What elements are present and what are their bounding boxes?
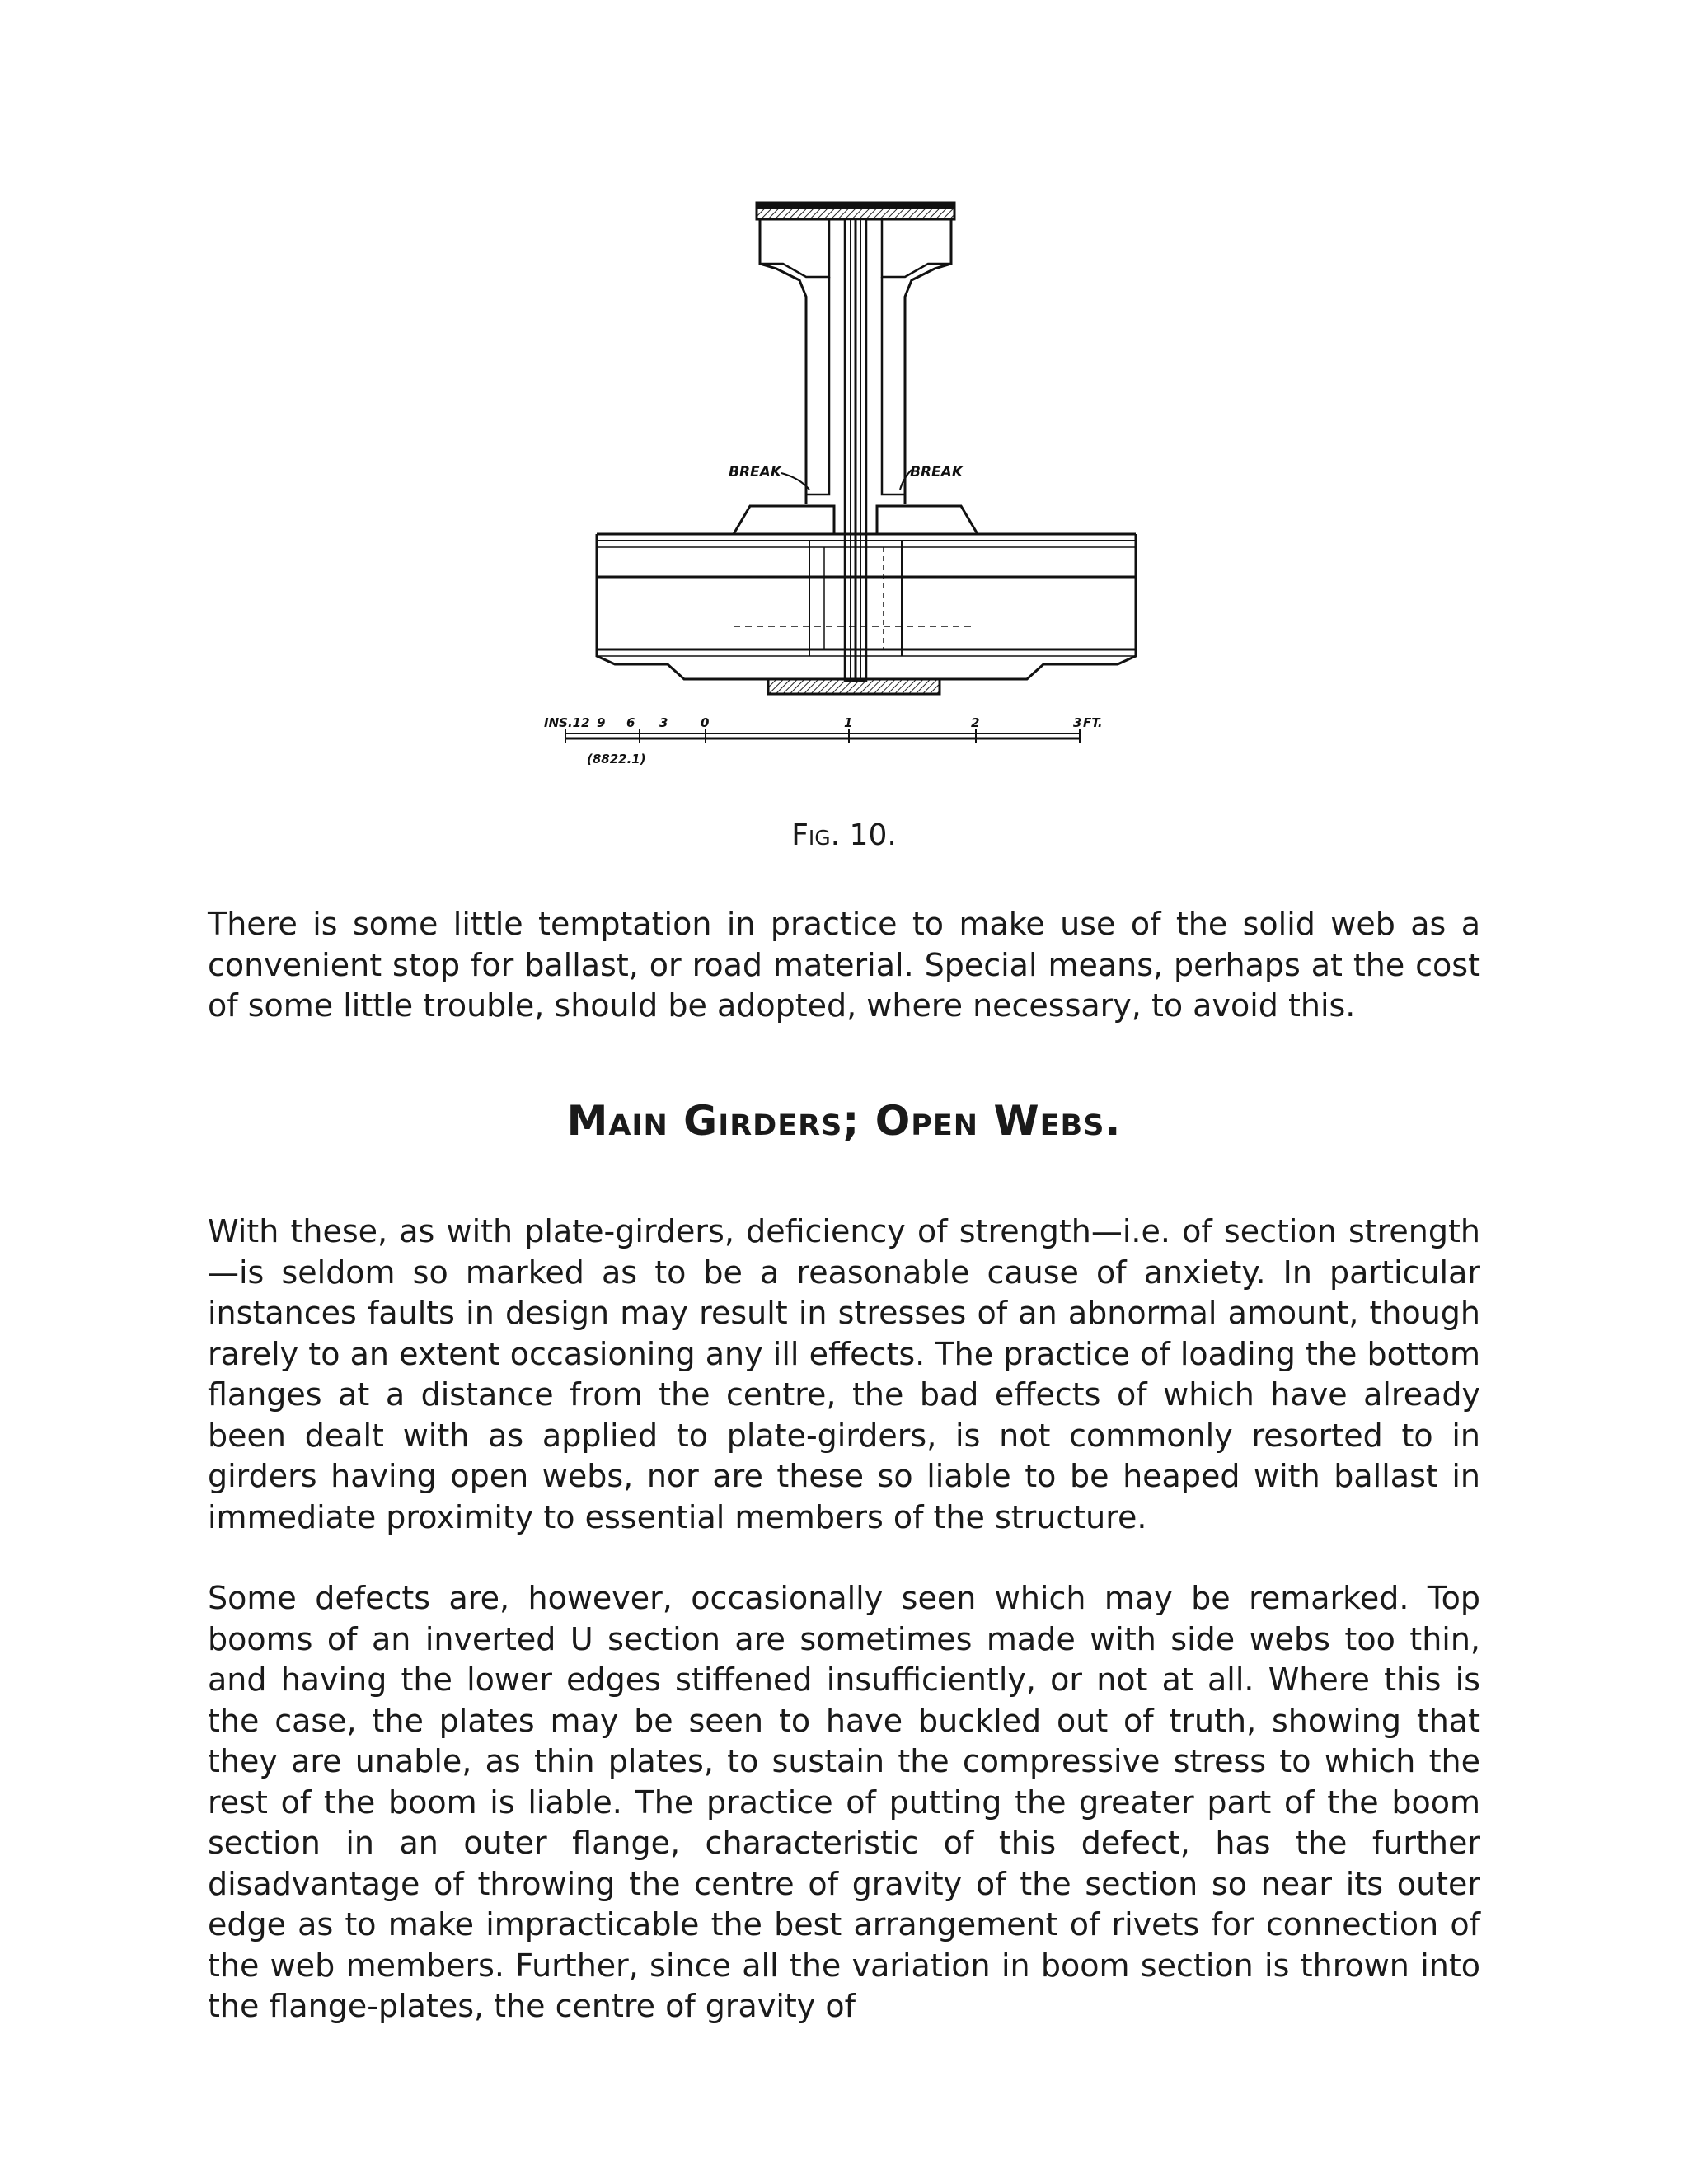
scale-tick-label: 2	[971, 715, 980, 730]
left-bearing	[734, 506, 834, 534]
paragraph: There is some little temptation in practice to make use of the solid web as a convenient stop for ballast, or road material. Special means, perhaps at the cost of some little trouble, should be adopted, where necessary, to avoid this.	[208, 906, 1480, 1024]
scale-tick-label: 3	[1073, 715, 1082, 730]
bottom-flange-plate	[768, 679, 940, 694]
left-break-label: BREAK	[729, 464, 781, 480]
figure-caption-text: Fig. 10.	[791, 818, 897, 852]
right-bearing	[877, 506, 978, 534]
right-break-label: BREAK	[910, 464, 963, 480]
scale-tick-label: 9	[597, 715, 606, 730]
girder-section-figure	[544, 198, 1154, 791]
scale-label-left: INS.12	[544, 715, 590, 730]
scale-tick-label: 6	[626, 715, 635, 730]
top-flange-cover	[757, 203, 954, 209]
scale-tick-label: 3	[659, 715, 668, 730]
paragraph: Some defects are, however, occasionally seen which may be remarked. Top booms of an inverted U section are sometimes made with side webs too thin, and having the lower edges stiffened insufficiently, or not at all. Where this is the case, the plates may be seen to have buckled out of truth, showing that they are unable, as thin plates, to sustain the compressive stress to which the rest of the boom is liable. The practice of putting the greater part of the boom section in an outer flange, characteristic of this defect, has the further disadvantage of throwing the centre of gravity of the section so near its outer edge as to make impracticable the best arrangement of rivets for connection of the web members. Further, since all the variation in boom section is thrown into the flange-plates, the centre of gravity of	[208, 1580, 1480, 2024]
scale-unit-label: FT.	[1083, 715, 1103, 730]
girder-section-drawing	[544, 198, 1154, 791]
scale-bar	[544, 715, 1103, 766]
figure-code-label: (8822.1)	[587, 752, 646, 766]
scale-tick-label: 0	[701, 715, 710, 730]
scale-tick-label: 1	[844, 715, 853, 730]
section-heading: Main Girders; Open Webs.	[566, 1097, 1122, 1145]
paragraph: With these, as with plate-girders, deficiency of strength—i.e. of section strength—is seldom so marked as to be a reasonable cause of anxiety. In particular instances faults in design may result in stresses of an abnormal amount, though rarely to an extent occasioning any ill effects. The practice of loading the bottom flanges at a distance from the centre, the bad effects of which have already been dealt with as applied to plate-girders, is not commonly resorted to in girders having open webs, nor are these so liable to be heaped with ballast in immediate proximity to essential members of the structure.	[208, 1213, 1480, 1535]
figure-caption	[0, 816, 1688, 855]
